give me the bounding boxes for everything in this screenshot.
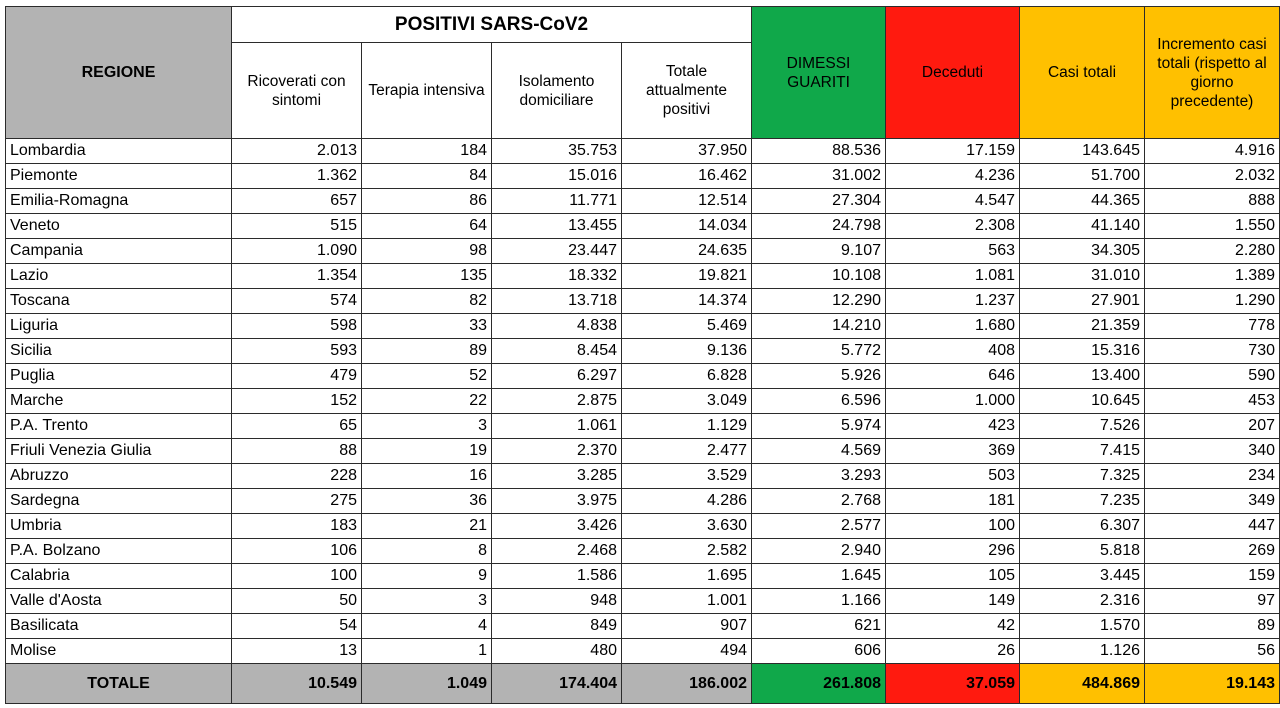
deceduti-cell: 1.081: [886, 264, 1020, 289]
total-incremento: 19.143: [1145, 664, 1280, 704]
table-row: [6, 614, 1280, 639]
incremento-cell: 447: [1145, 514, 1280, 539]
table-body: [6, 139, 1280, 664]
casi-totali-cell: 7.325: [1020, 464, 1145, 489]
dimessi-cell: 10.108: [752, 264, 886, 289]
terapia-cell: 184: [362, 139, 492, 164]
ricoverati-cell: 598: [232, 314, 362, 339]
region-name: Basilicata: [6, 614, 232, 639]
total-dimessi: 261.808: [752, 664, 886, 704]
total-ricoverati: 10.549: [232, 664, 362, 704]
table-row: [6, 189, 1280, 214]
total-terapia: 1.049: [362, 664, 492, 704]
table-row: [6, 589, 1280, 614]
casi-totali-cell: 2.316: [1020, 589, 1145, 614]
terapia-cell: 4: [362, 614, 492, 639]
casi-totali-cell: 1.570: [1020, 614, 1145, 639]
isolamento-cell: 23.447: [492, 239, 622, 264]
ricoverati-cell: 183: [232, 514, 362, 539]
total-isolamento: 174.404: [492, 664, 622, 704]
deceduti-cell: 26: [886, 639, 1020, 664]
dimessi-cell: 5.772: [752, 339, 886, 364]
isolamento-cell: 3.426: [492, 514, 622, 539]
table-row: [6, 214, 1280, 239]
incremento-cell: 730: [1145, 339, 1280, 364]
casi-totali-cell: 7.415: [1020, 439, 1145, 464]
totals-label: TOTALE: [6, 664, 232, 704]
terapia-cell: 135: [362, 264, 492, 289]
isolamento-cell: 2.370: [492, 439, 622, 464]
dimessi-cell: 5.974: [752, 414, 886, 439]
header-totale-positivi: Totale attualmente positivi: [622, 43, 752, 139]
isolamento-cell: 849: [492, 614, 622, 639]
incremento-cell: 4.916: [1145, 139, 1280, 164]
dimessi-cell: 24.798: [752, 214, 886, 239]
totale-positivi-cell: 3.049: [622, 389, 752, 414]
deceduti-cell: 42: [886, 614, 1020, 639]
table-row: [6, 164, 1280, 189]
totale-positivi-cell: 1.001: [622, 589, 752, 614]
region-name: Veneto: [6, 214, 232, 239]
region-name: Umbria: [6, 514, 232, 539]
region-name: Marche: [6, 389, 232, 414]
ricoverati-cell: 1.362: [232, 164, 362, 189]
incremento-cell: 888: [1145, 189, 1280, 214]
incremento-cell: 1.290: [1145, 289, 1280, 314]
ricoverati-cell: 574: [232, 289, 362, 314]
ricoverati-cell: 88: [232, 439, 362, 464]
incremento-cell: 1.550: [1145, 214, 1280, 239]
incremento-cell: 1.389: [1145, 264, 1280, 289]
table-row: [6, 339, 1280, 364]
deceduti-cell: 4.236: [886, 164, 1020, 189]
table-row: [6, 414, 1280, 439]
header-deceduti: Deceduti: [886, 7, 1020, 139]
totale-positivi-cell: 9.136: [622, 339, 752, 364]
ricoverati-cell: 593: [232, 339, 362, 364]
dimessi-cell: 1.645: [752, 564, 886, 589]
deceduti-cell: 563: [886, 239, 1020, 264]
isolamento-cell: 1.061: [492, 414, 622, 439]
header-incremento: Incremento casi totali (rispetto al giorno precedente): [1145, 7, 1280, 139]
totale-positivi-cell: 24.635: [622, 239, 752, 264]
deceduti-cell: 181: [886, 489, 1020, 514]
dimessi-cell: 3.293: [752, 464, 886, 489]
header-casi-totali: Casi totali: [1020, 7, 1145, 139]
isolamento-cell: 2.875: [492, 389, 622, 414]
table-row: [6, 239, 1280, 264]
incremento-cell: 234: [1145, 464, 1280, 489]
table-row: [6, 464, 1280, 489]
terapia-cell: 3: [362, 414, 492, 439]
deceduti-cell: 149: [886, 589, 1020, 614]
isolamento-cell: 3.285: [492, 464, 622, 489]
region-name: Lazio: [6, 264, 232, 289]
terapia-cell: 89: [362, 339, 492, 364]
region-name: Puglia: [6, 364, 232, 389]
totale-positivi-cell: 494: [622, 639, 752, 664]
isolamento-cell: 35.753: [492, 139, 622, 164]
isolamento-cell: 480: [492, 639, 622, 664]
region-name: Piemonte: [6, 164, 232, 189]
ricoverati-cell: 152: [232, 389, 362, 414]
casi-totali-cell: 21.359: [1020, 314, 1145, 339]
totale-positivi-cell: 37.950: [622, 139, 752, 164]
deceduti-cell: 1.680: [886, 314, 1020, 339]
casi-totali-cell: 7.235: [1020, 489, 1145, 514]
table-row: [6, 314, 1280, 339]
isolamento-cell: 4.838: [492, 314, 622, 339]
dimessi-cell: 88.536: [752, 139, 886, 164]
total-positivi: 186.002: [622, 664, 752, 704]
table-row: [6, 639, 1280, 664]
isolamento-cell: 948: [492, 589, 622, 614]
casi-totali-cell: 13.400: [1020, 364, 1145, 389]
region-name: Toscana: [6, 289, 232, 314]
casi-totali-cell: 34.305: [1020, 239, 1145, 264]
totale-positivi-cell: 5.469: [622, 314, 752, 339]
terapia-cell: 82: [362, 289, 492, 314]
casi-totali-cell: 15.316: [1020, 339, 1145, 364]
isolamento-cell: 15.016: [492, 164, 622, 189]
isolamento-cell: 13.455: [492, 214, 622, 239]
table-row: [6, 439, 1280, 464]
header-ricoverati: Ricoverati con sintomi: [232, 43, 362, 139]
dimessi-cell: 2.940: [752, 539, 886, 564]
dimessi-cell: 2.768: [752, 489, 886, 514]
totale-positivi-cell: 2.477: [622, 439, 752, 464]
region-name: Molise: [6, 639, 232, 664]
terapia-cell: 84: [362, 164, 492, 189]
dimessi-cell: 9.107: [752, 239, 886, 264]
header-isolamento: Isolamento domiciliare: [492, 43, 622, 139]
casi-totali-cell: 5.818: [1020, 539, 1145, 564]
region-name: Sardegna: [6, 489, 232, 514]
header-positivi-group: POSITIVI SARS-CoV2: [232, 7, 752, 43]
total-casi: 484.869: [1020, 664, 1145, 704]
totals-row: [6, 664, 1280, 704]
dimessi-cell: 14.210: [752, 314, 886, 339]
dimessi-cell: 606: [752, 639, 886, 664]
casi-totali-cell: 143.645: [1020, 139, 1145, 164]
header-dimessi-guariti: DIMESSI GUARITI: [752, 7, 886, 139]
ricoverati-cell: 228: [232, 464, 362, 489]
incremento-cell: 97: [1145, 589, 1280, 614]
totale-positivi-cell: 3.529: [622, 464, 752, 489]
region-name: Sicilia: [6, 339, 232, 364]
isolamento-cell: 8.454: [492, 339, 622, 364]
terapia-cell: 22: [362, 389, 492, 414]
casi-totali-cell: 51.700: [1020, 164, 1145, 189]
table-row: [6, 514, 1280, 539]
region-name: Liguria: [6, 314, 232, 339]
table-row: [6, 139, 1280, 164]
table-row: [6, 564, 1280, 589]
region-name: Valle d'Aosta: [6, 589, 232, 614]
incremento-cell: 340: [1145, 439, 1280, 464]
casi-totali-cell: 1.126: [1020, 639, 1145, 664]
terapia-cell: 8: [362, 539, 492, 564]
deceduti-cell: 100: [886, 514, 1020, 539]
table-row: [6, 364, 1280, 389]
casi-totali-cell: 44.365: [1020, 189, 1145, 214]
terapia-cell: 3: [362, 589, 492, 614]
terapia-cell: 21: [362, 514, 492, 539]
deceduti-cell: 1.000: [886, 389, 1020, 414]
casi-totali-cell: 3.445: [1020, 564, 1145, 589]
header-terapia-intensiva: Terapia intensiva: [362, 43, 492, 139]
incremento-cell: 207: [1145, 414, 1280, 439]
incremento-cell: 89: [1145, 614, 1280, 639]
deceduti-cell: 2.308: [886, 214, 1020, 239]
dimessi-cell: 5.926: [752, 364, 886, 389]
dimessi-cell: 12.290: [752, 289, 886, 314]
dimessi-cell: 2.577: [752, 514, 886, 539]
deceduti-cell: 105: [886, 564, 1020, 589]
isolamento-cell: 2.468: [492, 539, 622, 564]
terapia-cell: 64: [362, 214, 492, 239]
incremento-cell: 778: [1145, 314, 1280, 339]
covid-regional-report: [5, 6, 1280, 704]
deceduti-cell: 17.159: [886, 139, 1020, 164]
isolamento-cell: 18.332: [492, 264, 622, 289]
deceduti-cell: 646: [886, 364, 1020, 389]
table-row: [6, 389, 1280, 414]
region-name: Campania: [6, 239, 232, 264]
casi-totali-cell: 6.307: [1020, 514, 1145, 539]
ricoverati-cell: 50: [232, 589, 362, 614]
terapia-cell: 52: [362, 364, 492, 389]
ricoverati-cell: 479: [232, 364, 362, 389]
ricoverati-cell: 275: [232, 489, 362, 514]
totale-positivi-cell: 12.514: [622, 189, 752, 214]
deceduti-cell: 4.547: [886, 189, 1020, 214]
table-row: [6, 489, 1280, 514]
terapia-cell: 16: [362, 464, 492, 489]
terapia-cell: 19: [362, 439, 492, 464]
terapia-cell: 33: [362, 314, 492, 339]
totale-positivi-cell: 907: [622, 614, 752, 639]
ricoverati-cell: 1.354: [232, 264, 362, 289]
terapia-cell: 1: [362, 639, 492, 664]
terapia-cell: 36: [362, 489, 492, 514]
casi-totali-cell: 27.901: [1020, 289, 1145, 314]
incremento-cell: 56: [1145, 639, 1280, 664]
incremento-cell: 2.280: [1145, 239, 1280, 264]
isolamento-cell: 6.297: [492, 364, 622, 389]
region-name: Abruzzo: [6, 464, 232, 489]
totale-positivi-cell: 1.129: [622, 414, 752, 439]
casi-totali-cell: 31.010: [1020, 264, 1145, 289]
deceduti-cell: 369: [886, 439, 1020, 464]
region-name: Calabria: [6, 564, 232, 589]
table-row: [6, 264, 1280, 289]
totale-positivi-cell: 4.286: [622, 489, 752, 514]
terapia-cell: 86: [362, 189, 492, 214]
terapia-cell: 9: [362, 564, 492, 589]
deceduti-cell: 503: [886, 464, 1020, 489]
terapia-cell: 98: [362, 239, 492, 264]
region-name: Lombardia: [6, 139, 232, 164]
ricoverati-cell: 13: [232, 639, 362, 664]
incremento-cell: 453: [1145, 389, 1280, 414]
deceduti-cell: 1.237: [886, 289, 1020, 314]
casi-totali-cell: 7.526: [1020, 414, 1145, 439]
dimessi-cell: 1.166: [752, 589, 886, 614]
region-name: P.A. Trento: [6, 414, 232, 439]
ricoverati-cell: 106: [232, 539, 362, 564]
totale-positivi-cell: 6.828: [622, 364, 752, 389]
incremento-cell: 269: [1145, 539, 1280, 564]
totale-positivi-cell: 14.034: [622, 214, 752, 239]
deceduti-cell: 423: [886, 414, 1020, 439]
region-name: P.A. Bolzano: [6, 539, 232, 564]
ricoverati-cell: 2.013: [232, 139, 362, 164]
incremento-cell: 159: [1145, 564, 1280, 589]
dimessi-cell: 621: [752, 614, 886, 639]
total-deceduti: 37.059: [886, 664, 1020, 704]
casi-totali-cell: 10.645: [1020, 389, 1145, 414]
incremento-cell: 2.032: [1145, 164, 1280, 189]
ricoverati-cell: 657: [232, 189, 362, 214]
ricoverati-cell: 1.090: [232, 239, 362, 264]
totale-positivi-cell: 14.374: [622, 289, 752, 314]
isolamento-cell: 1.586: [492, 564, 622, 589]
deceduti-cell: 296: [886, 539, 1020, 564]
region-name: Emilia-Romagna: [6, 189, 232, 214]
ricoverati-cell: 54: [232, 614, 362, 639]
isolamento-cell: 11.771: [492, 189, 622, 214]
dimessi-cell: 31.002: [752, 164, 886, 189]
totale-positivi-cell: 2.582: [622, 539, 752, 564]
region-name: Friuli Venezia Giulia: [6, 439, 232, 464]
incremento-cell: 349: [1145, 489, 1280, 514]
totale-positivi-cell: 1.695: [622, 564, 752, 589]
covid-regional-table: [5, 6, 1280, 704]
isolamento-cell: 13.718: [492, 289, 622, 314]
isolamento-cell: 3.975: [492, 489, 622, 514]
dimessi-cell: 27.304: [752, 189, 886, 214]
table-row: [6, 539, 1280, 564]
incremento-cell: 590: [1145, 364, 1280, 389]
dimessi-cell: 6.596: [752, 389, 886, 414]
totale-positivi-cell: 3.630: [622, 514, 752, 539]
deceduti-cell: 408: [886, 339, 1020, 364]
ricoverati-cell: 65: [232, 414, 362, 439]
ricoverati-cell: 100: [232, 564, 362, 589]
totale-positivi-cell: 19.821: [622, 264, 752, 289]
table-row: [6, 289, 1280, 314]
ricoverati-cell: 515: [232, 214, 362, 239]
header-regione: REGIONE: [6, 7, 232, 139]
dimessi-cell: 4.569: [752, 439, 886, 464]
totale-positivi-cell: 16.462: [622, 164, 752, 189]
casi-totali-cell: 41.140: [1020, 214, 1145, 239]
